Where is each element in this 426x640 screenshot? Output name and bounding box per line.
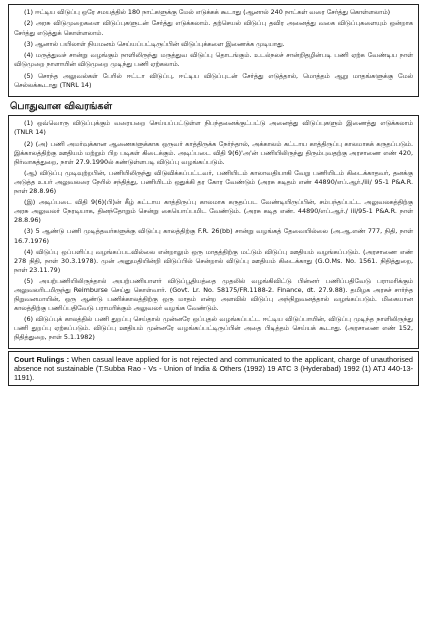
rule-paragraph-5: (5) சொந்த அலுவல்கள் பேரில் ஈட்டா விடுப்பு, ஈட்டிய விடுப்புடன் சேர்த்து எடுத்தால், மொத்தம் ஆறு மாதங்களுக்கு மேல் செல்லக்கூடாது (TNRL 14) (14, 71, 413, 90)
court-rulings-text: When casual leave applied for is not rejected and communicated to the applicant, charge of unauthorised absence not sustainable (T.Subba Rao - Vs - Union of India & Others (1992) 19 ATC 3 (Hyderabad) 1992 (1) ATJ 440-13-1191). (14, 354, 413, 382)
general-paragraph-3: (ஆ) விடுப்பு முடிவுற்றபின், பணியிலிருந்து விடுவிக்கப்பட்டவர், பணியிடம் காலாவதியாகி வேறு பணியிடம் கிடைக்காதவர், தனக்கு அடுத்த உயர் அலுவலரை நேரில் சந்தித்து, பணியிடம் ஒதுக்கி தர கோர வேண்டும் (அரசு கடிதம் எண் 44890/எப்.ஆர்./iii/ 95-1 P&A.R. நாள் 28.8.96) (14, 168, 413, 196)
general-paragraph-1: (1) ஒவ்வொரு விடுப்புக்கும் வரையறை செய்யப்பட்டுள்ள நிபந்தனைக்குட்பட்டு அனைத்து விடுப்புகளும் இணைத்து எடுக்கலாம் (TNLR 14) (14, 119, 413, 137)
court-rulings-label: Court Rulings : (14, 354, 70, 364)
general-paragraph-6: (4) விடுப்பு ஒப்பளிப்பு வழங்கப்படவில்லை என்றாலும் ஒரு மாதத்திற்கு மட்டும் விடுப்பு ஊதியம் வழங்கப்படும். (அரசாணை எண் 278 நிதி, நாள் 30.3.1978). முன் அனுமதியின்றி விடுப்பில் சென்றால் விடுப்பு ஊதியம் கிடைக்காது (G.O.Ms. No. 1561. நிதித்துறை, நாள் 23.11.79) (14, 247, 413, 274)
rule-paragraph-2: (2) அரசு விடுமுறைகளை விடுப்புகளுடன் சேர்த்து எடுக்கலாம். தற்செயல் விடுப்பு தவிர அனைத்து வகை விடுப்புகளையும் ஒன்றாக சேர்த்து எடுத்துக் கொள்ளலாம். (14, 19, 413, 37)
general-details-box (8, 115, 419, 348)
general-paragraph-8: (6) விடுப்புக் காலத்தில் பணி துறப்பு செய்தால் முன்னரே ஒப்புதல் வழங்கப்பட்ட ஈட்டிய விடுப்பாயின், விடுப்பு முடிந்த நாளிலிருந்து பணி துறப்பு ஏற்கப்படும். விடுப்பு ஊதியம் முன்னரே வழங்கப்பட்டிருப்பின் அதை பிடித்தம் செய்யக் கூடாது. (அரசாணை எண் 152, நிதித்துறை, நாள் 5.1.1982) (14, 315, 413, 342)
general-paragraph-5: (3) 5 ஆண்டு பணி முடித்தவர்களுக்கு விடுப்பு காலத்திற்கு F.R. 26(bb) சான்று வழங்கத் தேவையில்லை (அ.ஆ.எண் 777, நிதி, நாள் 16.7.1976) (14, 227, 413, 245)
general-paragraph-2: (2) (அ) பணி அமர்வுக்கான ஆணைகளுக்காக ஒருவர் காத்திருக்க நேர்ந்தால், அக்காலம் கட்டாய காத்திருப்பு காலமாகக் கருதப்படும். இக்காலத்திற்கு ஊதியம் மற்றும் பிற படிகள் கிடைக்கும். அடிப்படை விதி 9(6)'அ'ன் பணியிலிருந்து திரும்புவதற்கு அரசாணை எண் 420, நிர்வாகத்துறை, நாள் 27.9.1990ல் கண்டுள்ளபடி விடுப்பு வழங்கப்படும். (14, 139, 413, 166)
general-paragraph-4: (இ) அடிப்படை விதி 9(6)(பி)ன் கீழ் கட்டாய காத்திருப்பு காலமாக கருதப்பட வேண்டியிருப்பின், சம்பந்தப்பட்ட அலுவலகத்திற்கு அரசு அலுவலர் நேரடியாக, தினந்தோறும் சென்று கையொப்பமிட வேண்டும். (அரசு கடித எண். 44890/எப்.ஆர்./ iii/95-1 P&A.R. நாள் 28.8.96) (14, 198, 413, 225)
rule-paragraph-1: (1) ஈட்டிய விடுப்பு ஒரே சமயத்தில் 180 நாட்களுக்கு மேல் எடுக்கக் கூடாது (ஆனால் 240 நாட்கள் வரை சேர்த்து கொள்ளலாம்) (24, 8, 391, 16)
section-heading: பொதுவான விவரங்கள் (10, 101, 113, 113)
leave-rules-box (8, 4, 419, 97)
rule-paragraph-3: (3) ஆனால் பயிலாள் நியமனம் செய்யப்பட்டிருப்பின் விடுப்புக்களை இணைக்க முடியாது. (24, 39, 285, 48)
general-paragraph-7: (5) அயற்பணியிலிருந்தால் அயற்பணியாளர் விடுப்பூதியத்தை முதலில் வழங்கிவிட்டு பின்னர் பணிப்பதிவேடு பராமரிக்கும் அலுவலரிடமிருந்து Reimburse செய்து கொள்வார். (Govt. Lr. No. 58175/FR.1188-2. Finance, dt. 27.9.88). தமிழக அரசுச் சார்ந்த நிறுவனமாயின், ஒரு ஆண்டு பணிக்காலத்திற்கு ஒரு மாதம் என்ற அளவில் விடுப்பு அந்நிறுவனத்தால் வழங்கப்படும். மிகையான காலத்திற்கு பணிப்பதிவேடு பராமரிக்கும் அலுவலர் வழங்க வேண்டும். (14, 276, 413, 313)
court-rulings-box (8, 351, 419, 386)
rule-paragraph-4: (4) மருத்துவச் சான்று வழங்கும் நாளிலிருந்து மருத்துவ விடுப்பு தொடங்கும். உடல்நலச் சான்றிதழின்படி பணி ஏற்க வேண்டிய நாள் விடுமுறை நாளாயின் விடுமுறை முடிந்து பணி ஏற்கலாம். (14, 51, 413, 69)
